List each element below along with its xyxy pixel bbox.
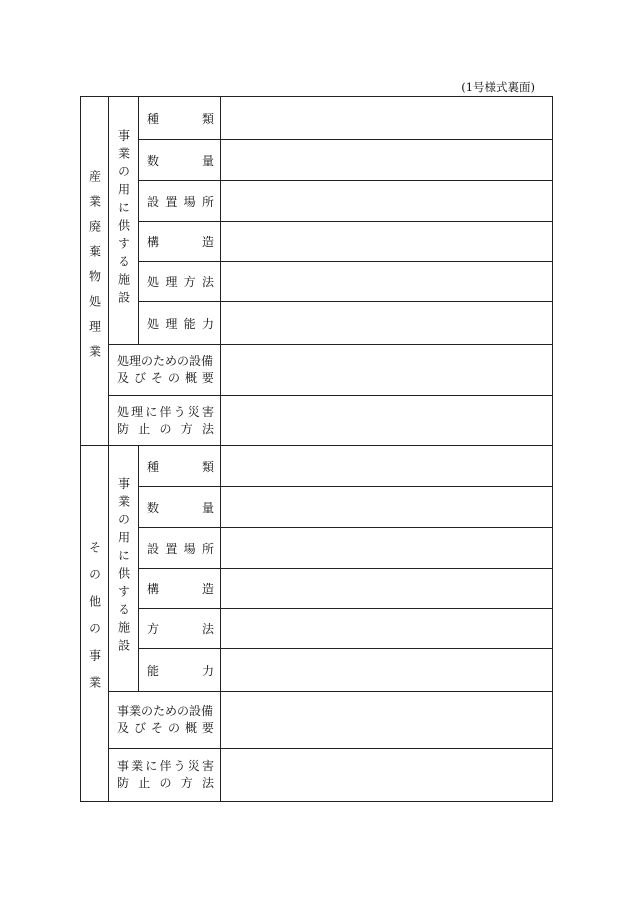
input-capacity[interactable] (221, 302, 553, 345)
input-type[interactable] (221, 446, 553, 487)
label-equipment: 処理のための設備 及 び そ の 概 要 (109, 345, 221, 396)
table-row (81, 487, 553, 528)
table-row (81, 649, 553, 692)
table-row (81, 446, 553, 487)
table-row (81, 302, 553, 345)
label-equipment: 事業のための設備 及 び そ の 概 要 (109, 692, 221, 749)
form-label: (1号様式裏面) (461, 80, 535, 94)
label-method: 方 法 (139, 609, 221, 649)
input-quantity[interactable] (221, 487, 553, 528)
facility-title: 事業の用に供する施設 (109, 446, 139, 692)
table-row (81, 569, 553, 609)
label-location: 設 置 場 所 (139, 181, 221, 222)
label-type: 種 類 (139, 446, 221, 487)
input-disaster-prevention[interactable] (221, 749, 553, 802)
label-disaster-prevention: 処 理 に 伴 う 災 害 防 止 の 方 法 (109, 396, 221, 446)
section-title-other-business: その他の事業 (81, 446, 109, 802)
label-quantity: 数 量 (139, 140, 221, 181)
label-type: 種 類 (139, 97, 221, 140)
table-row (81, 181, 553, 222)
input-location[interactable] (221, 528, 553, 569)
label-structure: 構 造 (139, 222, 221, 262)
table-row (81, 262, 553, 302)
label-structure: 構 造 (139, 569, 221, 609)
input-method[interactable] (221, 262, 553, 302)
input-equipment[interactable] (221, 692, 553, 749)
label-capacity: 能 力 (139, 649, 221, 692)
label-method: 処 理 方 法 (139, 262, 221, 302)
table-row (81, 609, 553, 649)
label-quantity: 数 量 (139, 487, 221, 528)
input-capacity[interactable] (221, 649, 553, 692)
application-form-table (80, 96, 553, 802)
label-disaster-prevention: 事 業 に 伴 う 災 害 防 止 の 方 法 (109, 749, 221, 802)
table-row (81, 345, 553, 396)
input-structure[interactable] (221, 222, 553, 262)
facility-title: 事業の用に供する施設 (109, 97, 139, 345)
input-location[interactable] (221, 181, 553, 222)
input-method[interactable] (221, 609, 553, 649)
label-location: 設 置 場 所 (139, 528, 221, 569)
table-row (81, 396, 553, 446)
input-disaster-prevention[interactable] (221, 396, 553, 446)
input-equipment[interactable] (221, 345, 553, 396)
label-capacity: 処 理 能 力 (139, 302, 221, 345)
table-row (81, 528, 553, 569)
input-structure[interactable] (221, 569, 553, 609)
table-row (81, 222, 553, 262)
table-row (81, 97, 553, 140)
input-type[interactable] (221, 97, 553, 140)
table-row (81, 692, 553, 749)
section-title-industrial-waste: 産業廃棄物処理業 (81, 97, 109, 446)
table-row (81, 749, 553, 802)
input-quantity[interactable] (221, 140, 553, 181)
table-row (81, 140, 553, 181)
